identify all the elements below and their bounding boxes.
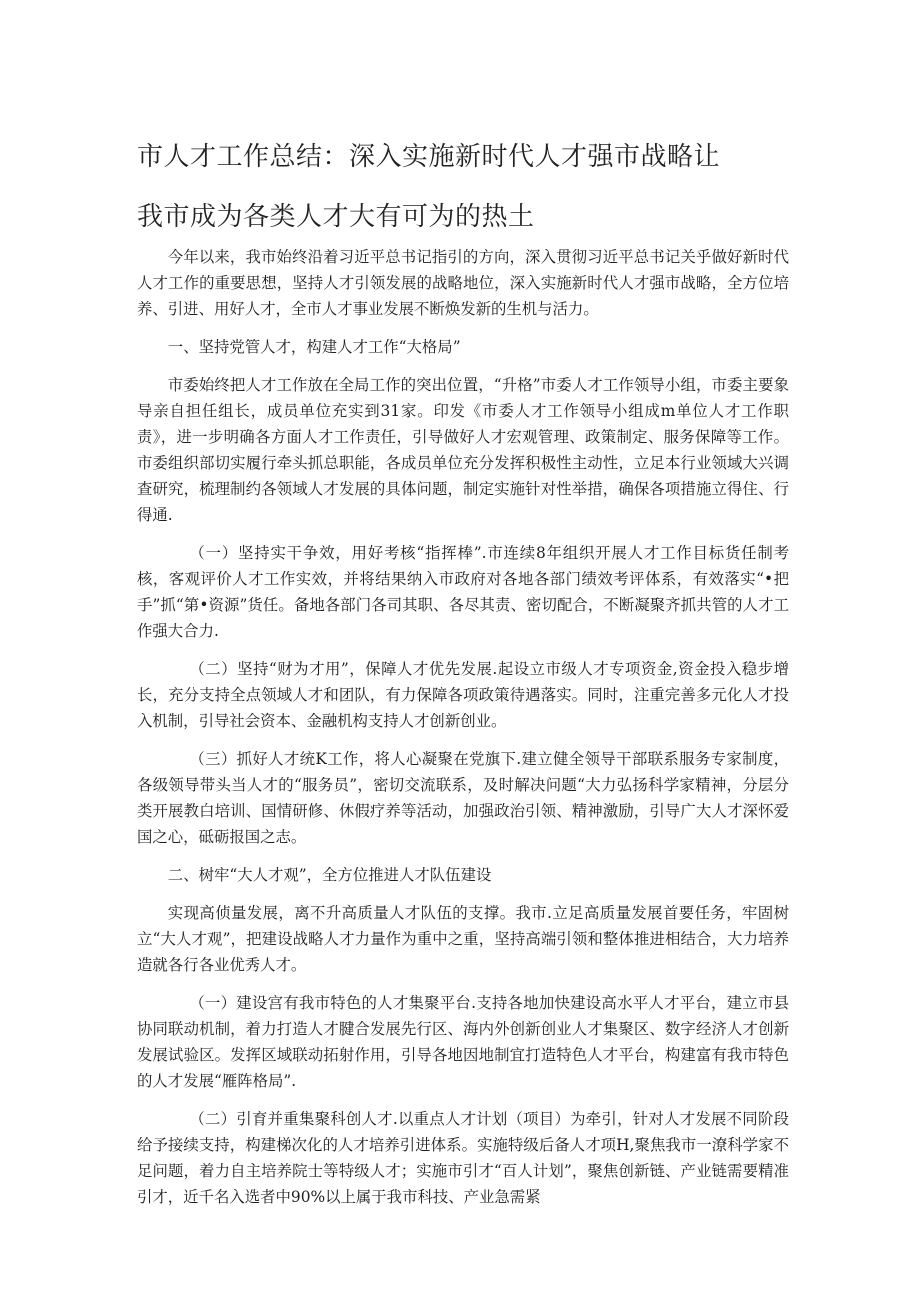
intro-paragraph: 今年以来，我市始终沿着习近平总书记指引的方向，深入贯彻习近平总书记关乎做好新时代人才工作的重要思想，坚持人才引领发展的战略地位，深入实施新时代人才强市战略，全方位培养、引进、用好人才，全市人才事业发展不断焕发新的生机与活力。: [137, 248, 789, 318]
section-2-item-1: （一）建设宫有我市特色的人才集聚平台.支持各地加快建设高水平人才平台，建立市县协同联动机制，着力打造人才腱合发展先行区、海内外创新创业人才集聚区、数字经济人才创新发展试验区。发挥区域联动拓射作用，引导各地因地制宜打造特色人才平台，构建富有我市特色的人才发展“雁阵格局”.: [137, 994, 789, 1090]
section-1-item-2: （二）坚持“财为才用”，保障人才优先发展.起设立市级人才专项资金,资金投入稳步增长，充分支持全点领域人才和团队，有力保障各项政策待遇落实。同时，注重完善多元化人才投入机制，引导社会资本、金融机构支持人才创新创业。: [137, 660, 789, 730]
section-2-paragraph: 实现高侦量发展，离不升高质量人才队伍的支撑。我市.立足高质量发展首要任务，牢固树立“大人才观”，把建设战略人才力量作为重中之重，坚持高端引领和整体推进相结合，大力培养造就各行各业优秀人才。: [137, 904, 789, 974]
section-1-paragraph: 市委始终把人才工作放在全局工作的突出位置，“升格”市委人才工作领导小组，市委主要象导亲自担任组长，成员单位充实到31家。印发《市委人才工作领导小组成m单位人才工作职责》，进一步明确各方面人才工作责任，引导做好人才宏观管理、政策制定、服务保障等工作。市委组织部切实履行牵头抓总职能，各成员单位充分发挥积极性主动性，立足本行业领域大兴调查研究，梳理制约各领域人才发展的具体问题，制定实施针对性举措，确保各项措施立得住、行得通.: [137, 376, 789, 524]
document-title-line-2: 我市成为各类人才大有可为的热土: [137, 202, 535, 232]
section-1-item-1: （一）坚持实干争效，用好考核“指挥棒”.市连续8年组织开展人才工作目标货任制考核，客观评价人才工作实效，并将结果纳入市政府对各地各部门绩效考评体系，有效落实“•把手”抓“第•资源”货任。备地各部门各司其职、各尽其责、密切配合，不断凝聚齐抓共管的人才工作强大合力.: [137, 544, 789, 640]
section-heading-2: 二、树牢“大人才观”，全方位推进人才队伍建设: [167, 866, 492, 884]
section-1-item-3: （三）抓好人才统K工作，将人心凝聚在党旗下.建立健全领导干部联系服务专家制度，各级领导带头当人才的“服务员”，密切交流联系，及时解决问题“大力弘扬科学家精神，分层分类开展教白培训、国情研修、休假疗养等活动，加强政治引领、精神激励，引导广大人才深怀爱国之心，砥砺报国之志。: [137, 750, 790, 846]
section-heading-1: 一、坚持党管人才，构建人才工作“大格局”: [167, 338, 461, 356]
document-title-line-1: 市人才工作总结：深入实施新时代人才强市战略让: [137, 142, 721, 172]
document-body: [137, 244, 789, 1222]
section-2-item-2: （二）引育并重集聚科创人才.以重点人才计划（项目）为牵引，针对人才发展不同阶段给予接续支持，构建梯次化的人才培养引进体系。实施特级后备人才项H,聚焦我市一潦科学家不足问题，着力自主培养院士等特级人才；实施市引才“百人计划”，聚焦创新链、产业链需要精准引才，近千名入选者中90%以上属于我市科技、产业急需紧: [137, 1110, 789, 1206]
